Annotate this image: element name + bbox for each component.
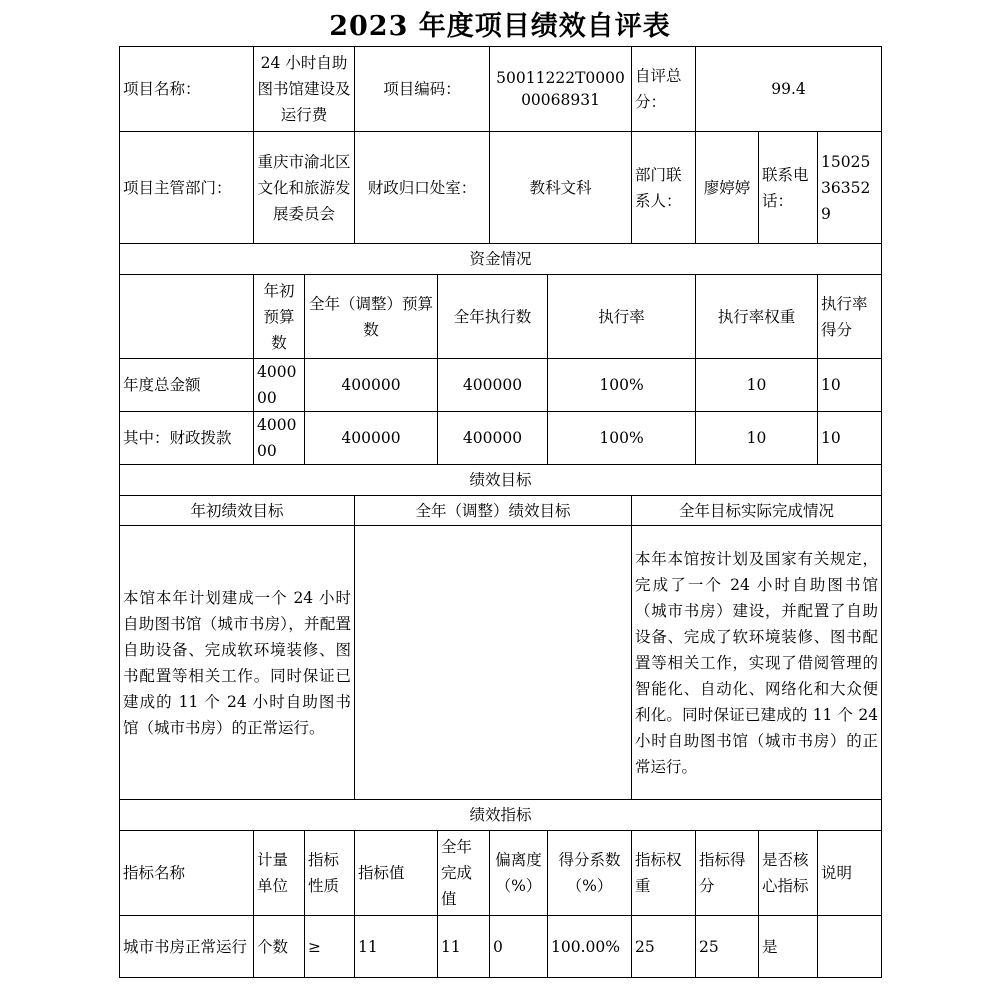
goals-adjusted-text — [355, 526, 632, 800]
goals-initial-text: 本馆本年计划建成一个 24 小时自助图书馆（城市书房），并配置自助设备、完成软环境装修、图书配置等相关工作。同时保证已建成的 11 个 24 小时自助图书馆（城市书房）的正常运行。 — [120, 526, 355, 800]
project-name: 24 小时自助图书馆建设及运行费 — [254, 47, 355, 132]
ind-header-deviation: 偏离度（%） — [490, 831, 548, 916]
goals-actual-text: 本年本馆按计划及国家有关规定，完成了一个 24 小时自助图书馆（城市书房）建设，并配置了自助设备、完成了软环境装修、图书配置等相关工作，实现了借阅管理的智能化、自动化、网络化和大众便利化。同时保证已建成的 11 个 24 小时自助图书馆（城市书房）的正常运行。 — [632, 526, 882, 800]
funds-row — [120, 359, 882, 412]
self-score-label: 自评总分： — [632, 47, 696, 132]
funds-header-rate: 执行率 — [548, 275, 696, 359]
ind-deviation: 0 — [490, 916, 548, 978]
dept-label: 项目主管部门： — [120, 132, 254, 244]
ind-name: 城市书房正常运行 — [120, 916, 254, 978]
ind-header-name: 指标名称 — [120, 831, 254, 916]
project-name-label: 项目名称： — [120, 47, 254, 132]
ind-header-core: 是否核心指标 — [759, 831, 818, 916]
ind-weight: 25 — [632, 916, 696, 978]
funds-header-blank — [120, 275, 254, 359]
funds-row-adjusted: 400000 — [305, 359, 438, 412]
funds-header-executed: 全年执行数 — [438, 275, 548, 359]
funds-row-executed: 400000 — [438, 412, 548, 465]
self-score: 99.4 — [696, 47, 882, 132]
ind-header-score: 指标得分 — [696, 831, 759, 916]
funds-section-title: 资金情况 — [120, 244, 882, 275]
office-label: 财政归口处室： — [355, 132, 490, 244]
page-title: 2023 年度项目绩效自评表 — [329, 11, 671, 42]
ind-header-actual: 全年完成值 — [438, 831, 490, 916]
funds-row-label: 年度总金额 — [120, 359, 254, 412]
phone-value: 15025363529 — [818, 132, 882, 244]
funds-row — [120, 412, 882, 465]
contact-label: 部门联系人： — [632, 132, 696, 244]
ind-core: 是 — [759, 916, 818, 978]
evaluation-table — [119, 46, 882, 978]
indicators-section-title: 绩效指标 — [120, 800, 882, 831]
funds-row-label: 其中：财政拨款 — [120, 412, 254, 465]
table-row — [120, 916, 882, 978]
ind-unit: 个数 — [254, 916, 305, 978]
funds-row-initial: 400000 — [254, 359, 305, 412]
ind-coef: 100.00% — [548, 916, 632, 978]
funds-row-adjusted: 400000 — [305, 412, 438, 465]
ind-header-coef: 得分系数（%） — [548, 831, 632, 916]
funds-row-score: 10 — [818, 412, 882, 465]
ind-nature: ≥ — [305, 916, 355, 978]
phone-label: 联系电话： — [759, 132, 818, 244]
funds-header-score: 执行率得分 — [818, 275, 882, 359]
ind-header-nature: 指标性质 — [305, 831, 355, 916]
office-value: 教科文科 — [490, 132, 632, 244]
dept-value: 重庆市渝北区文化和旅游发展委员会 — [254, 132, 355, 244]
funds-row-weight: 10 — [696, 359, 818, 412]
ind-header-note: 说明 — [818, 831, 882, 916]
funds-row-rate: 100% — [548, 359, 696, 412]
ind-actual: 11 — [438, 916, 490, 978]
funds-header-adjusted: 全年（调整）预算数 — [305, 275, 438, 359]
ind-value: 11 — [355, 916, 438, 978]
funds-row-score: 10 — [818, 359, 882, 412]
goals-header-initial: 年初绩效目标 — [120, 496, 355, 526]
ind-header-unit: 计量单位 — [254, 831, 305, 916]
ind-header-value: 指标值 — [355, 831, 438, 916]
funds-header-initial: 年初预算数 — [254, 275, 305, 359]
contact-value: 廖婷婷 — [696, 132, 759, 244]
funds-row-executed: 400000 — [438, 359, 548, 412]
ind-score: 25 — [696, 916, 759, 978]
goals-header-actual: 全年目标实际完成情况 — [632, 496, 882, 526]
ind-note — [818, 916, 882, 978]
funds-header-weight: 执行率权重 — [696, 275, 818, 359]
funds-row-rate: 100% — [548, 412, 696, 465]
project-code-label: 项目编码： — [355, 47, 490, 132]
funds-row-weight: 10 — [696, 412, 818, 465]
project-code: 50011222T000000068931 — [490, 47, 632, 132]
goals-header-adjusted: 全年（调整）绩效目标 — [355, 496, 632, 526]
funds-row-initial: 400000 — [254, 412, 305, 465]
ind-header-weight: 指标权重 — [632, 831, 696, 916]
goals-section-title: 绩效目标 — [120, 465, 882, 496]
